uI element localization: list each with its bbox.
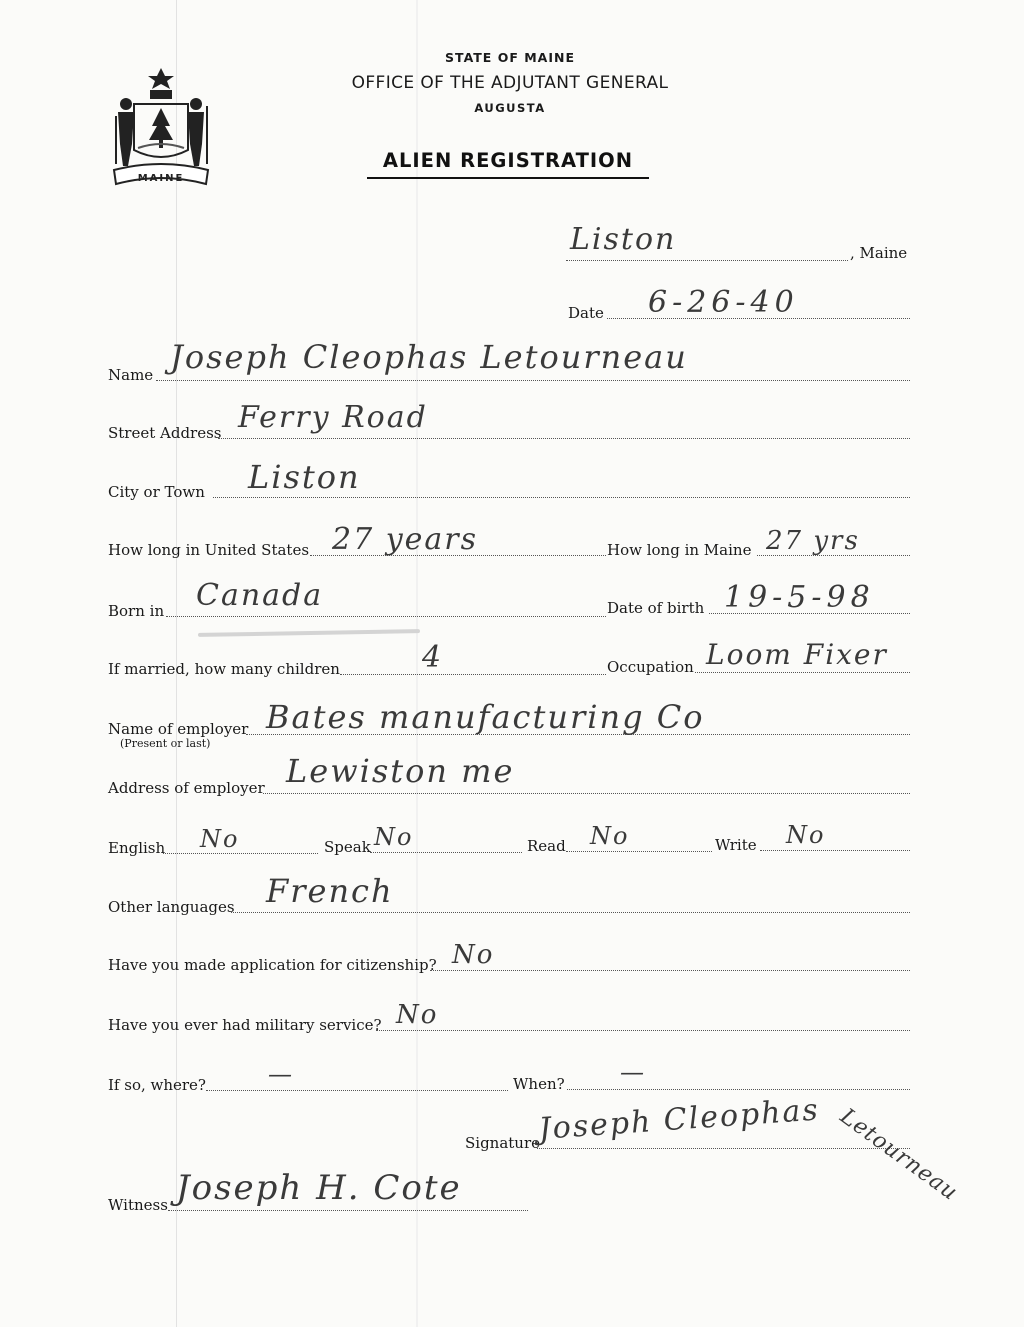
read-line xyxy=(566,851,712,852)
write-value: No xyxy=(786,821,826,849)
other-lang-label: Other languages xyxy=(108,898,235,916)
name-value: Joseph Cleophas Letourneau xyxy=(170,338,688,376)
where-line xyxy=(206,1090,508,1091)
born-value: Canada xyxy=(196,578,324,613)
place-line xyxy=(566,260,848,261)
street-line xyxy=(218,438,910,439)
other-lang-value: French xyxy=(266,872,394,910)
signature-tail: Letourneau xyxy=(835,1104,963,1206)
seal-text: MAINE xyxy=(137,173,185,184)
citizenship-line xyxy=(430,970,910,971)
employer-note: (Present or last) xyxy=(120,737,211,750)
english-line xyxy=(163,853,318,854)
when-line xyxy=(567,1089,910,1090)
where-value: — xyxy=(268,1060,292,1088)
children-value: 4 xyxy=(422,640,444,675)
city-line xyxy=(213,497,910,498)
military-label: Have you ever had military service? xyxy=(108,1016,382,1034)
employer-addr-line xyxy=(263,793,910,794)
signature-label: Signature xyxy=(465,1134,541,1152)
children-line xyxy=(340,674,606,675)
born-line xyxy=(166,616,606,617)
occupation-value: Loom Fixer xyxy=(706,638,888,671)
speak-value: No xyxy=(374,823,414,851)
signature-value: Joseph Cleophas xyxy=(537,1092,821,1147)
other-lang-line xyxy=(231,912,910,913)
children-label: If married, how many children xyxy=(108,660,340,678)
city-value: Liston xyxy=(248,458,361,496)
citizenship-label: Have you made application for citizenship? xyxy=(108,956,437,974)
long-maine-value: 27 yrs xyxy=(766,526,860,556)
dob-value: 19-5-98 xyxy=(724,580,875,615)
where-label: If so, where? xyxy=(108,1076,206,1094)
city-label: City or Town xyxy=(108,483,205,501)
witness-label: Witness xyxy=(108,1196,168,1214)
employer-addr-value: Lewiston me xyxy=(286,752,515,790)
header-state: STATE OF MAINE xyxy=(445,50,575,65)
form-title: ALIEN REGISTRATION xyxy=(382,149,634,172)
military-value: No xyxy=(396,1000,439,1030)
name-line xyxy=(156,380,910,381)
place-value: Liston xyxy=(570,222,677,257)
when-value: — xyxy=(620,1058,644,1086)
street-value: Ferry Road xyxy=(238,400,428,435)
long-us-value: 27 years xyxy=(332,522,479,557)
dob-label: Date of birth xyxy=(607,599,705,617)
military-line xyxy=(376,1030,910,1031)
long-maine-label: How long in Maine xyxy=(607,541,752,559)
when-label: When? xyxy=(513,1075,565,1093)
pencil-mark xyxy=(198,629,420,637)
employer-addr-label: Address of employer xyxy=(108,779,265,797)
citizenship-value: No xyxy=(452,940,495,970)
english-value: No xyxy=(200,825,240,853)
signature-line xyxy=(537,1148,910,1149)
header-office: OFFICE OF THE ADJUTANT GENERAL xyxy=(351,73,669,93)
employer-label: Name of employer xyxy=(108,720,249,738)
write-line xyxy=(760,850,910,851)
speak-line xyxy=(370,852,522,853)
employer-value: Bates manufacturing Co xyxy=(266,698,705,736)
read-label: Read xyxy=(527,837,566,855)
date-value: 6-26-40 xyxy=(648,285,799,320)
witness-line xyxy=(168,1210,528,1211)
witness-value: Joseph H. Cote xyxy=(176,1168,462,1208)
name-label: Name xyxy=(108,366,154,384)
maine-label: , Maine xyxy=(850,244,908,262)
speak-label: Speak xyxy=(324,838,371,856)
date-label: Date xyxy=(568,304,604,322)
write-label: Write xyxy=(715,836,757,854)
occupation-line xyxy=(695,672,910,673)
header-city: AUGUSTA xyxy=(474,101,546,115)
title-underline xyxy=(367,177,649,179)
english-label: English xyxy=(108,839,166,857)
read-value: No xyxy=(590,822,630,850)
born-label: Born in xyxy=(108,602,165,620)
scan-shadow xyxy=(416,0,418,1327)
long-us-label: How long in United States xyxy=(108,541,310,559)
street-label: Street Address xyxy=(108,424,222,442)
occupation-label: Occupation xyxy=(607,658,694,676)
